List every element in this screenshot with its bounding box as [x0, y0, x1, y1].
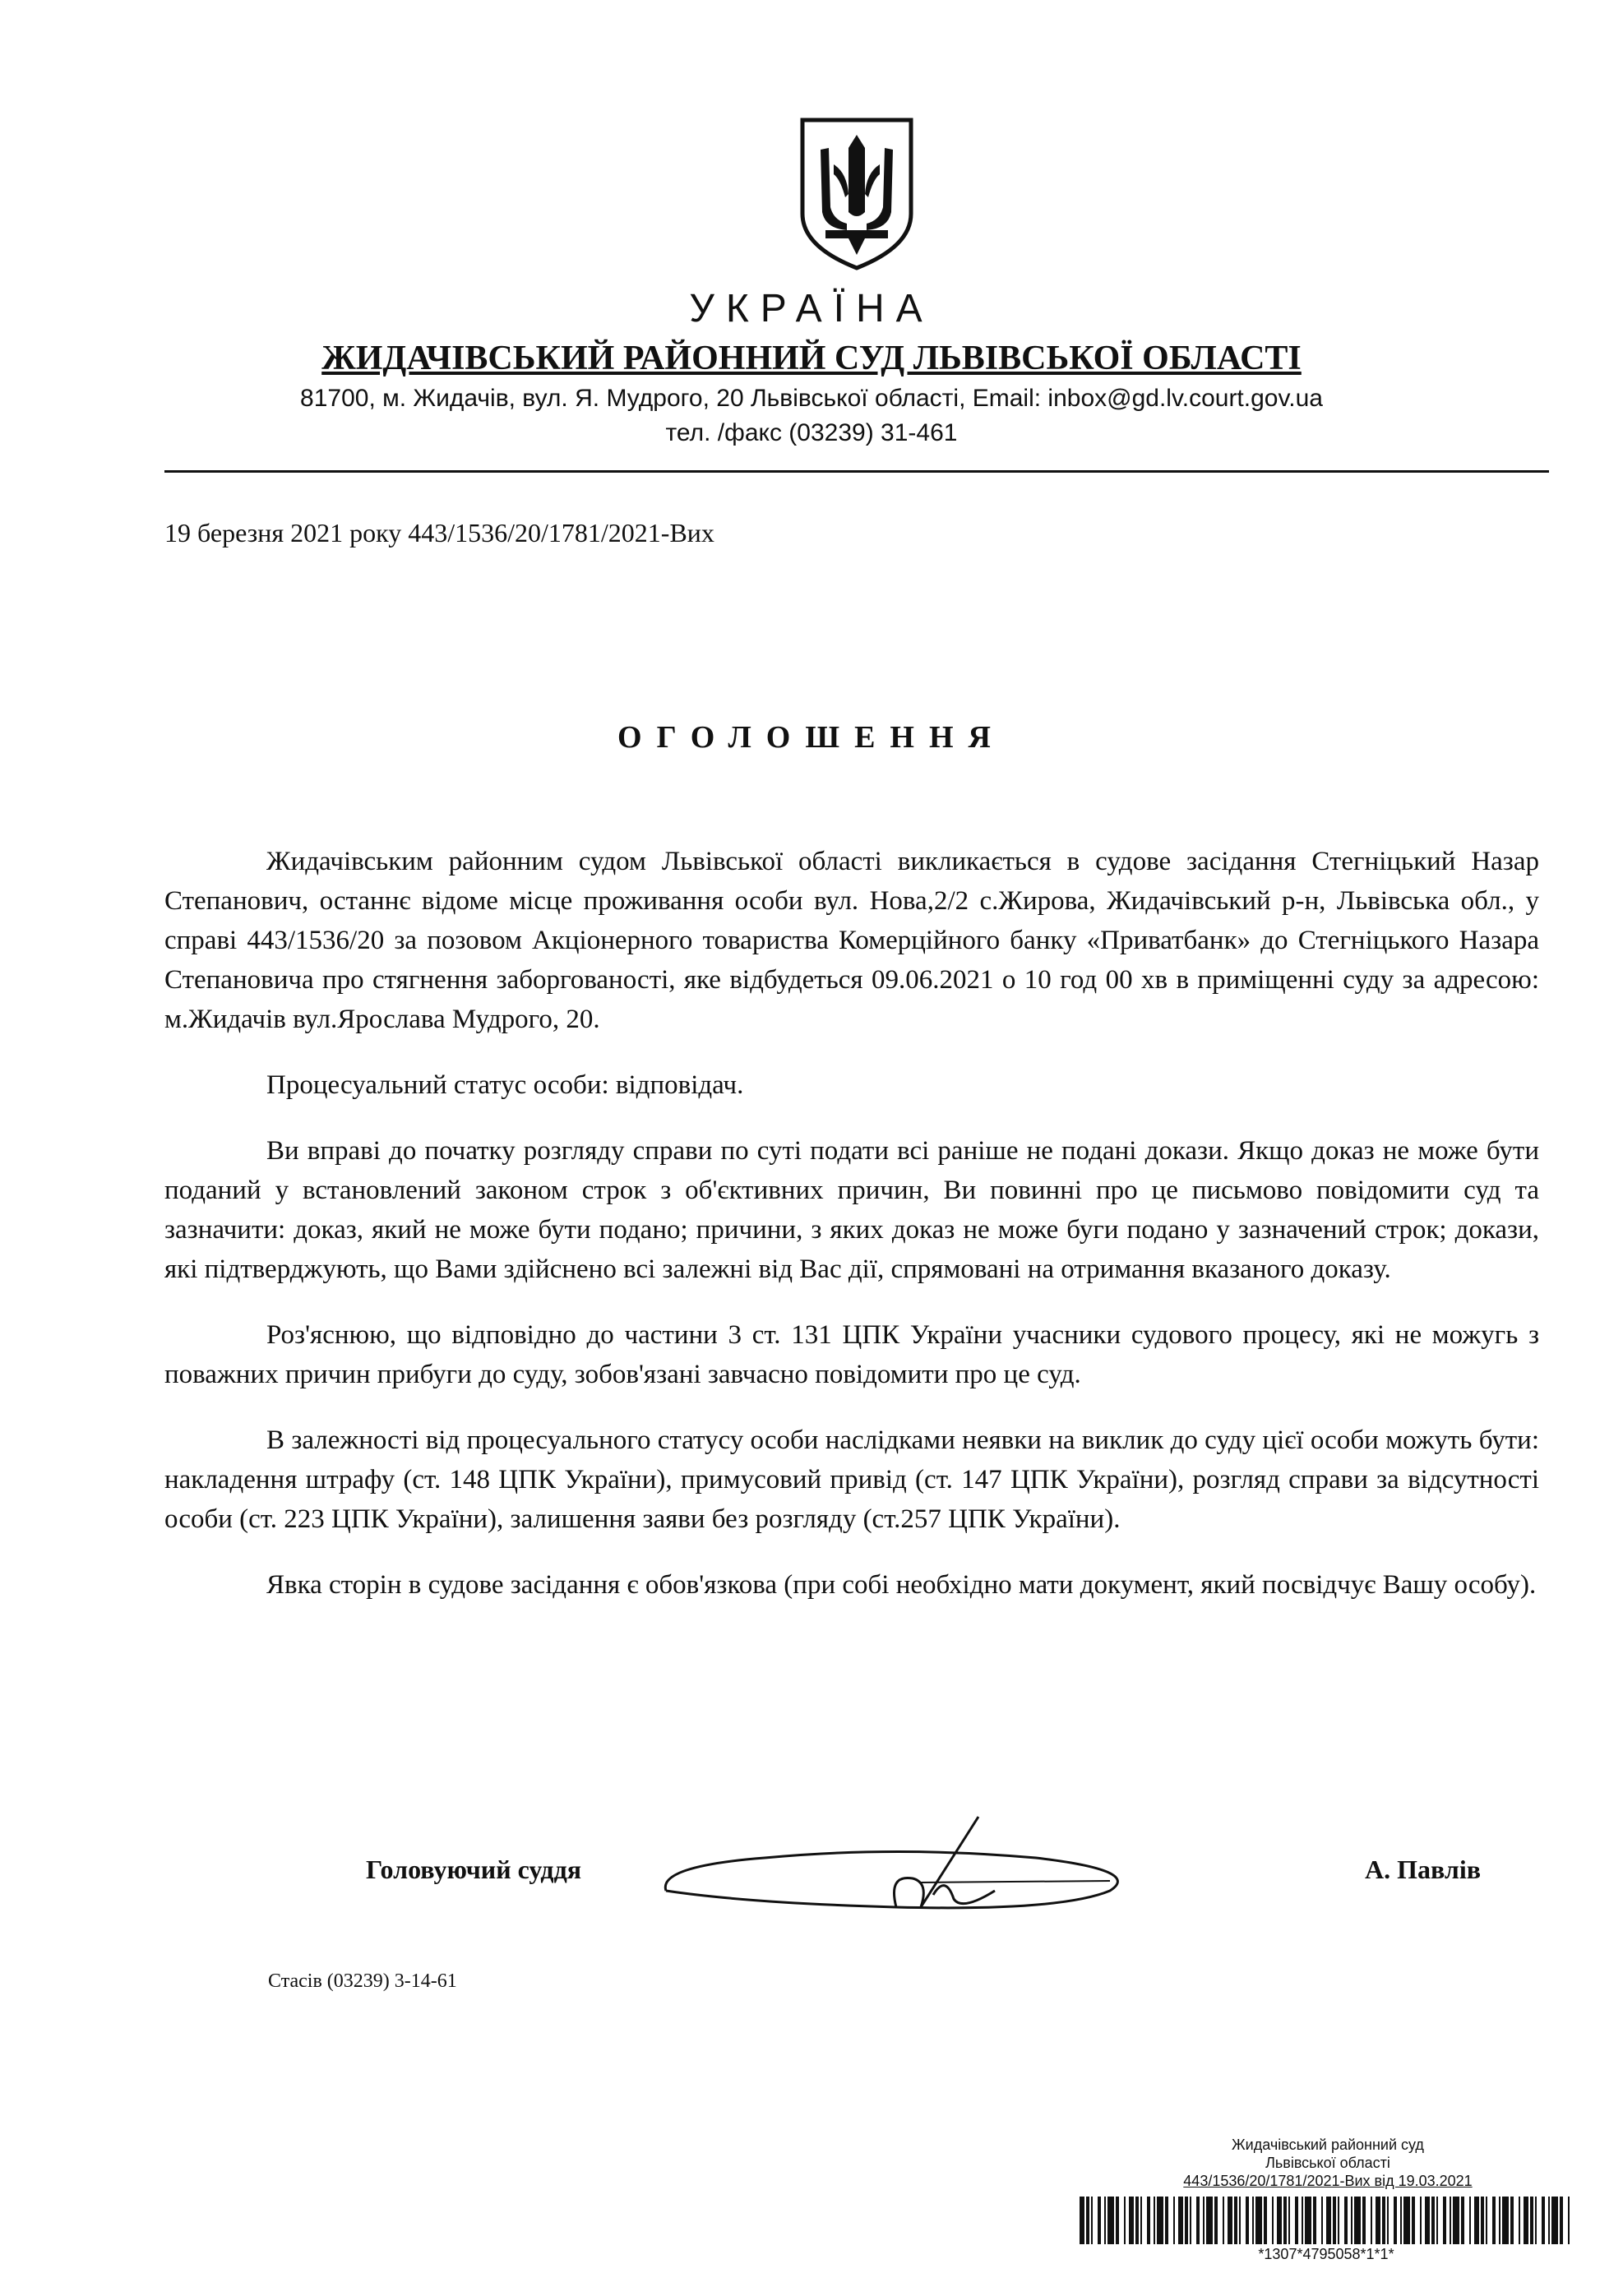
barcode-number: *1307*4795058*1*1*	[1258, 2246, 1394, 2262]
barcode-bar	[1412, 2197, 1415, 2244]
barcode-bar	[1086, 2197, 1089, 2244]
barcode-bar	[1469, 2197, 1471, 2244]
barcode-bar	[1376, 2197, 1380, 2244]
barcode-bar	[1568, 2197, 1570, 2244]
judge-role: Головуючий суддя	[366, 1855, 582, 1884]
paragraph-summons: Жидачівським районним судом Львівської області викликається в судове засідання Стегніцький Назар Степанович, останнє відоме місце проживання особи вул. Нова,2/2 с.Жирова, Жидачівський р-н, Львівська обл., у справі 443/1536/20 за позовом Акціонерного товариства Комерційного банку «Приватбанк» до Стегніцького Назара Степановича про стягнення заборгованості, яке відбудеться 09.06.2021 о 10 год 00 хв в приміщенні суду за адресою: м.Жидачів вул.Ярослава Мудрого, 20.	[164, 847, 1539, 1034]
court-phone: тел. /факс (03239) 31-461	[665, 419, 958, 446]
barcode-bar	[1129, 2197, 1134, 2244]
barcode-bar	[1190, 2197, 1191, 2244]
paragraph-status: Процесуальний статус особи: відповідач.	[266, 1070, 744, 1100]
barcode-bar	[1277, 2197, 1282, 2244]
barcode-bar	[1344, 2197, 1348, 2244]
barcode-bar	[1461, 2197, 1464, 2244]
barcode-bar	[1239, 2197, 1241, 2244]
barcode-bar	[1295, 2197, 1298, 2244]
court-address: 81700, м. Жидачів, вул. Я. Мудрого, 20 Львівської області, Email: inbox@gd.lv.court.gov.ua	[300, 385, 1323, 412]
barcode-bar	[1214, 2197, 1218, 2244]
barcode-bar	[1362, 2197, 1366, 2244]
barcode-bar	[1185, 2197, 1188, 2244]
barcode-bar	[1124, 2197, 1126, 2244]
clerk-contact: Стасів (03239) 3-14-61	[268, 1970, 457, 1992]
paragraph-explanation: Роз'яснюю, що відповідно до частини 3 ст. 131 ЦПК України учасники судового процесу, які не можугь з поважних причин прибуги до суду, зобов'язані завчасно повідомити про це суд.	[164, 1320, 1539, 1389]
barcode-bar	[1542, 2197, 1545, 2244]
barcode-bar	[1431, 2197, 1435, 2244]
barcode-bar	[1403, 2197, 1410, 2244]
paragraph-consequences: В залежності від процесуального статусу особи наслідками неявки на виклик до суду цієї особи можуть бути: накладення штрафу (ст. 148 ЦПК України), примусовий привід (ст. 147 ЦПК України), розгляд справи за відсутності особи (ст. 223 ЦПК України), залишення заяви без розгляду (ст.257 ЦПК України).	[164, 1425, 1539, 1534]
barcode-bar	[1321, 2197, 1323, 2244]
barcode-bar	[1551, 2197, 1558, 2244]
paragraph-attendance: Явка сторін в судове засідання є обов'язкова (при собі необхідно мати документ, який посвідчує Вашу особу).	[266, 1570, 1537, 1600]
barcode-bar	[1535, 2197, 1537, 2244]
registration-stamp	[1073, 2136, 1583, 2190]
barcode-bar	[1107, 2197, 1114, 2244]
barcode-bar	[1481, 2197, 1484, 2244]
barcode-bar	[1400, 2197, 1402, 2244]
barcode-bar	[1333, 2197, 1336, 2244]
barcode-bar	[1288, 2197, 1290, 2244]
barcode-bar	[1140, 2197, 1142, 2244]
barcode-bar	[1135, 2197, 1139, 2244]
barcode-bar	[1436, 2197, 1438, 2244]
barcode-bar	[1313, 2197, 1316, 2244]
barcode-bar	[1519, 2197, 1520, 2244]
country-heading: УКРАЇНА	[689, 287, 934, 330]
barcode-bar	[1425, 2197, 1430, 2244]
barcode-bar	[1387, 2197, 1389, 2244]
barcode-bar	[1305, 2197, 1311, 2244]
barcode-bar	[1234, 2197, 1237, 2244]
barcode-bar	[1098, 2197, 1101, 2244]
barcode-bar	[1394, 2197, 1397, 2244]
barcode-bar	[1560, 2197, 1563, 2244]
barcode-bar	[1196, 2197, 1200, 2244]
barcode-icon	[1080, 2197, 1573, 2244]
barcode-bar	[1246, 2197, 1249, 2244]
barcode-bar	[1524, 2197, 1528, 2244]
barcode-bar	[1264, 2197, 1267, 2244]
barcode-bar	[1272, 2197, 1274, 2244]
header-divider	[164, 470, 1549, 473]
barcode-bar	[1499, 2197, 1500, 2244]
barcode-bar	[1302, 2197, 1303, 2244]
barcode-bar	[1492, 2197, 1496, 2244]
barcode-bar	[1154, 2197, 1155, 2244]
barcode-bar	[1157, 2197, 1163, 2244]
barcode-bar	[1206, 2197, 1213, 2244]
barcode-bar	[1116, 2197, 1119, 2244]
document-title: ОГОЛОШЕННЯ	[617, 720, 1006, 755]
barcode-bar	[1371, 2197, 1372, 2244]
barcode-bar	[1104, 2197, 1106, 2244]
barcode-bar	[1326, 2197, 1331, 2244]
barcode-bar	[1450, 2197, 1451, 2244]
barcode-bar	[1502, 2197, 1509, 2244]
barcode-bar	[1091, 2197, 1093, 2244]
barcode-bar	[1354, 2197, 1361, 2244]
barcode-bar	[1252, 2197, 1254, 2244]
barcode-bar	[1203, 2197, 1205, 2244]
barcode-bar	[1548, 2197, 1550, 2244]
handwritten-signature-icon	[650, 1800, 1151, 1924]
barcode-bar	[1338, 2197, 1339, 2244]
stamp-registration-line: 443/1536/20/1781/2021-Вих від 19.03.2021	[1183, 2173, 1473, 2189]
barcode-bar	[1420, 2197, 1422, 2244]
stamp-region-line: Львівської області	[1265, 2155, 1390, 2171]
paragraph-evidence: Ви вправі до початку розгляду справи по суті подати всі раніше не подані докази. Якщо доказ не може бути поданий у встановлений законом строк з об'єктивних причин, Ви повинні про це письмово повідомити суд та зазначити: доказ, який не може бути подано; причини, з яких доказ не може буги подано у зазначений строк; докази, які підтверджують, що Вами здійснено всі залежні від Вас дії, спрямовані на отримання вказаного доказу.	[164, 1136, 1539, 1284]
barcode-bar	[1165, 2197, 1168, 2244]
barcode-bar	[1382, 2197, 1385, 2244]
barcode-bar	[1283, 2197, 1287, 2244]
barcode-bar	[1228, 2197, 1232, 2244]
barcode-bar	[1223, 2197, 1224, 2244]
barcode-bar	[1147, 2197, 1150, 2244]
barcode-bar	[1255, 2197, 1262, 2244]
document-body	[164, 842, 1539, 1631]
barcode-bar	[1486, 2197, 1487, 2244]
trident-coat-of-arms-icon	[798, 115, 916, 273]
court-name-heading: ЖИДАЧІВСЬКИЙ РАЙОННИЙ СУД ЛЬВІВСЬКОЇ ОБЛАСТІ	[321, 340, 1302, 377]
barcode-bar	[1510, 2197, 1514, 2244]
barcode-bar	[1530, 2197, 1533, 2244]
barcode-bar	[1474, 2197, 1479, 2244]
barcode-bar	[1351, 2197, 1352, 2244]
judge-name: А. Павлів	[1365, 1855, 1481, 1884]
barcode-bar	[1453, 2197, 1459, 2244]
outgoing-number: 19 березня 2021 року 443/1536/20/1781/2021-Вих	[164, 518, 714, 547]
barcode-bar	[1080, 2197, 1084, 2244]
barcode-bar	[1443, 2197, 1446, 2244]
barcode-bar	[1178, 2197, 1183, 2244]
stamp-court-line: Жидачівський районний суд	[1232, 2137, 1424, 2153]
barcode-bar	[1173, 2197, 1175, 2244]
